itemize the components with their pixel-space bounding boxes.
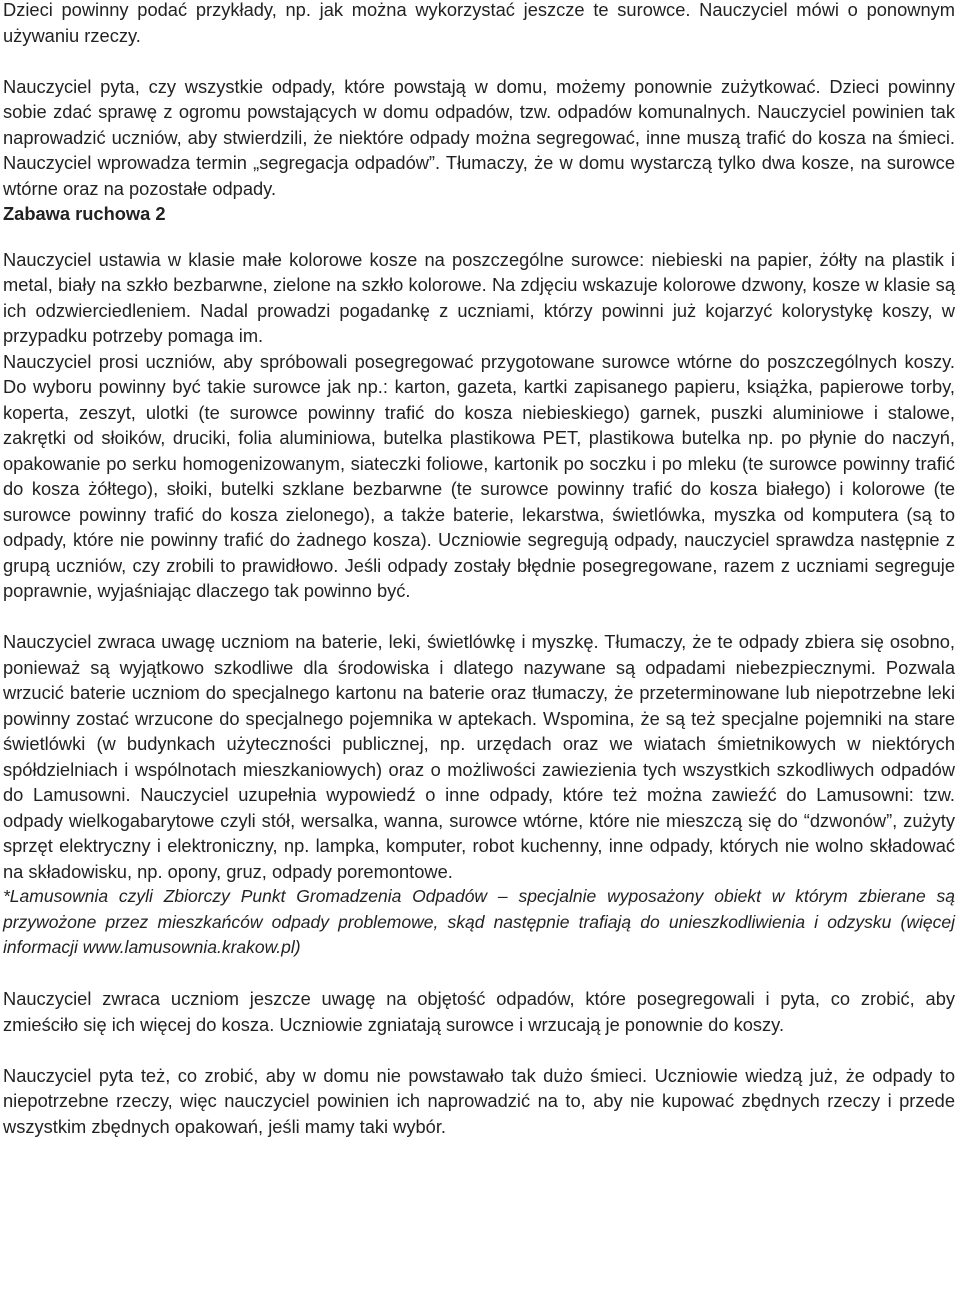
paragraph-colored-bins: Nauczyciel ustawia w klasie małe kolorowe kosze na poszczególne surowce: niebieski na papier, żółty na plastik i metal, biały na szkło bezbarwne, zielone na szkło kolorowe. Na zdjęciu wskazuje kolorowe dzwony, kosze w klasie są ich odzwierciedleniem. Nadal prowadzi pogadankę z uczniami, którzy powinni już kojarzyć kolorystykę koszy, w przypadku potrzeby pomaga im. bbox=[3, 248, 955, 346]
footnote-lamusownia: *Lamusownia czyli Zbiorczy Punkt Gromadzenia Odpadów – specjalnie wyposażony obiekt w którym zbierane są przywożone przez mieszkańców odpady problemowe, skąd następnie trafiają do unieszkodliwienia i odzysku (więcej informacji www.lamusownia.krakow.pl) bbox=[3, 886, 955, 957]
paragraph-waste-reduction: Nauczyciel pyta też, co zrobić, aby w domu nie powstawało tak dużo śmieci. Uczniowie wiedzą już, że odpady to niepotrzebne rzeczy, więc nauczyciel powinien ich naprowadzić na to, aby nie kupować zbędnych rzeczy i przede wszystkim zbędnych opakowań, jeśli mamy taki wybór. bbox=[3, 1064, 955, 1137]
paragraph-household-waste: Nauczyciel pyta, czy wszystkie odpady, które powstają w domu, możemy ponownie zużytkować. Dzieci powinny sobie zdać sprawę z ogromu powstających w domu odpadów, tzw. odpadów komunalnych. Nauczyciel powinien tak naprowadzić uczniów, aby stwierdzili, że niektóre odpady można segregować, inne muszą trafić do kosza na śmieci. Nauczyciel wprowadza termin „segregacja odpadów”. Tłumaczy, że w domu wystarczą tylko dwa kosze, na surowce wtórne oraz na pozostałe odpady. bbox=[3, 75, 955, 199]
paragraph-sorting-exercise: Nauczyciel prosi uczniów, aby spróbowali posegregować przygotowane surowce wtórne do poszczególnych koszy. Do wyboru powinny być takie surowce jak np.: karton, gazeta, kartki zapisanego papieru, książka, papierowe torby, koperta, zeszyt, ulotki (te surowce powinny trafić do kosza niebieskiego) garnek, puszki aluminiowe i stalowe, zakrętki od słoików, druciki, folia aluminiowa, butelka plastikowa PET, plastikowa butelka np. po płynie do naczyń, opakowanie po serku homogenizowanym, siateczki foliowe, kartonik po soczku i po mleku (te surowce powinny trafić do kosza żółtego), słoiki, butelki szklane bezbarwne (te surowce powinny trafić do kosza białego) i kolorowe (te surowce powinny trafić do kosza zielonego), a także baterie, lekarstwa, świetlówka, myszka od komputera (są to odpady, które nie powinny trafić do żadnego kosza). Uczniowie segregują odpady, nauczyciel sprawdza następnie z grupą uczniów, czy zrobili to prawidłowo. Jeśli odpady zostały błędnie posegregowane, razem z uczniami segreguje poprawnie, wyjaśniając dlaczego tak powinno być. bbox=[3, 350, 955, 601]
section-heading: Zabawa ruchowa 2 bbox=[3, 203, 166, 224]
paragraph-waste-volume: Nauczyciel zwraca uczniom jeszcze uwagę na objętość odpadów, które posegregowali i pyta, co zrobić, aby zmieściło się ich więcej do kosza. Uczniowie zgniatają surowce i wrzucają je ponownie do koszy. bbox=[3, 988, 955, 1035]
document-page bbox=[3, 0, 955, 1139]
paragraph-reuse: Dzieci powinny podać przykłady, np. jak można wykorzystać jeszcze te surowce. Nauczyciel mówi o ponownym używaniu rzeczy. bbox=[3, 0, 955, 46]
paragraph-hazardous-waste: Nauczyciel zwraca uwagę uczniom na baterie, leki, świetlówkę i myszkę. Tłumaczy, że te odpady zbiera się osobno, ponieważ są wyjątkowo szkodliwe dla środowiska i dlatego nazywane są odpadami niebezpiecznymi. Pozwala wrzucić baterie uczniom do specjalnego kartonu na baterie oraz tłumaczy, że przeterminowane lub niepotrzebne leki powinny zostać wrzucone do specjalnego pojemnika w aptekach. Wspomina, że są też specjalne pojemniki na stare świetlówki (w budynkach użyteczności publicznej, np. urzędach oraz we wiatach śmietnikowych w niektórych spółdzielniach i wspólnotach mieszkaniowych) oraz o możliwości zawiezienia tych wszystkich szkodliwych odpadów do Lamusowni. Nauczyciel uzupełnia wypowiedź o inne odpady, które też można zawieźć do Lamusowni: tzw. odpady wielkogabarytowe czyli stół, wersalka, wanna, surowce wtórne, które nie mieszczą się do “dzwonów”, zużyty sprzęt elektryczny i elektroniczny, np. lampka, komputer, robot kuchenny, inne odpady, których nie wolno składować na składowisku, np. opony, gruz, odpady poremontowe. bbox=[3, 631, 955, 882]
